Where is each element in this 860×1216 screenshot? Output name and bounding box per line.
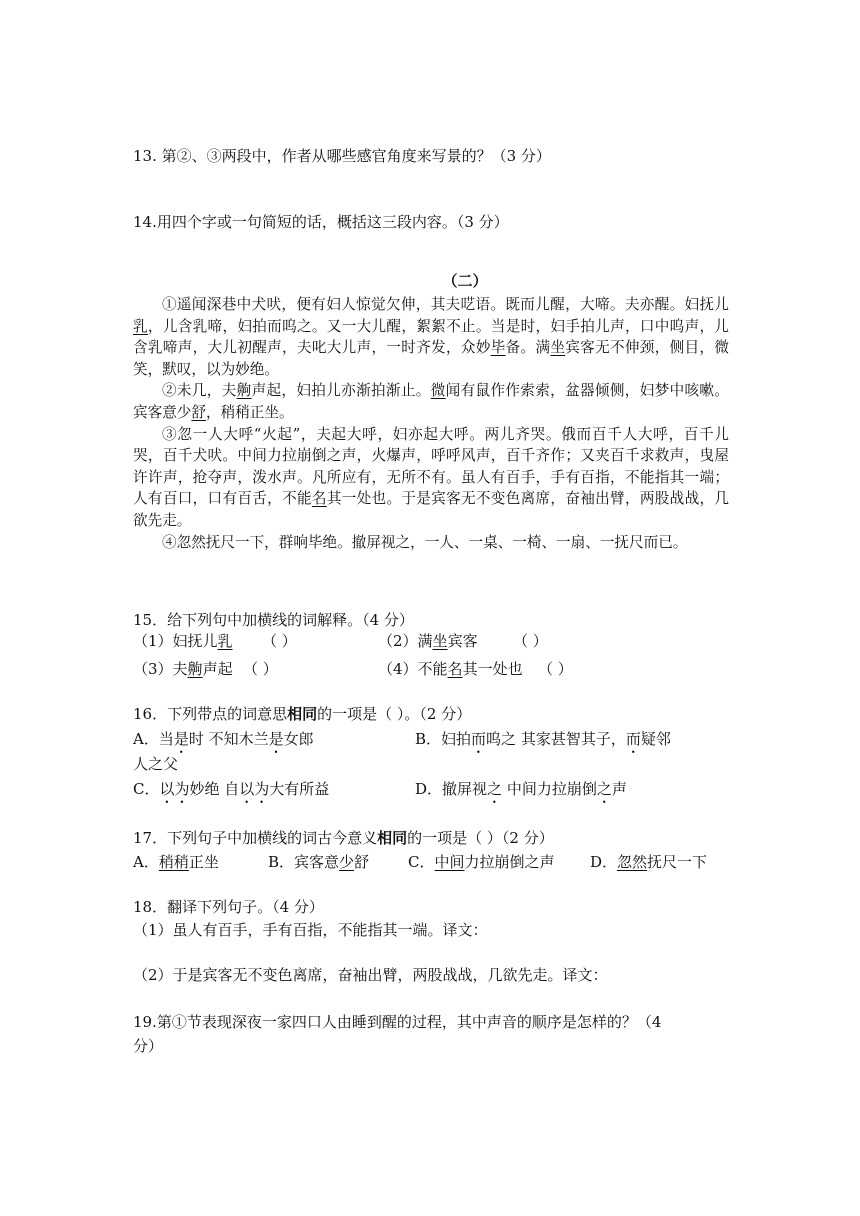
question-15-blank-1[interactable]: （ ）: [262, 632, 297, 650]
question-17-option-b[interactable]: B．宾客意少舒: [268, 853, 370, 871]
question-17-option-d[interactable]: D．忽然抚尺一下: [590, 853, 708, 871]
question-15-blank-2[interactable]: （ ）: [513, 632, 548, 650]
question-14: 14.用四个字或一句简短的话，概括这三段内容。（3 分）: [133, 213, 509, 231]
question-15-item-1: （1）妇抚儿乳: [133, 632, 233, 650]
question-17-option-a[interactable]: A．稍稍正坐: [133, 853, 219, 871]
passage-paragraph-1: ①遥闻深巷中犬吠，便有妇人惊觉欠伸，其夫呓语。既而儿醒，大啼。夫亦醒。妇抚儿乳，儿含乳啼，妇拍而呜之。又一大儿醒，絮絮不止。当是时，妇手拍儿声，口中呜声，儿含乳啼声，大儿初醒声，夫叱大儿声，一时齐发，众妙毕备。满坐宾客无不伸颈，侧目，微笑，默叹，以为妙绝。: [133, 296, 729, 378]
question-16-stem: 16．下列带点的词意思相同的一项是（ ）。（2 分）: [133, 705, 472, 723]
question-16-option-d[interactable]: D．撤屏视之 中间力拉崩倒之声: [415, 780, 627, 798]
question-19-line-2: 分）: [133, 1037, 164, 1055]
question-15-item-4: （4）不能名其一处也: [378, 660, 523, 678]
section-title: （二）: [442, 272, 488, 290]
question-19-line-1: 19.第①节表现深夜一家四口人由睡到醒的过程，其中声音的顺序是怎样的？（4: [133, 1013, 662, 1031]
passage-paragraph-2: ②未几，夫齁声起，妇拍儿亦渐拍渐止。微闻有鼠作作索索，盆器倾侧，妇梦中咳嗽。宾客意少舒，稍稍正坐。: [133, 382, 729, 421]
question-15-stem: 15．给下列句中加横线的词解释。（4 分）: [133, 611, 414, 629]
question-18-stem: 18．翻译下列句子。（4 分）: [133, 898, 324, 916]
question-17-stem: 17．下列句子中加横线的词古今意义相同的一项是（ ）（2 分）: [133, 829, 554, 847]
question-16-option-b[interactable]: B．妇拍而呜之 其家甚智其子，而疑邻: [415, 730, 671, 748]
question-16-option-b-continued: 人之父: [133, 755, 179, 773]
classical-passage: [133, 294, 729, 553]
passage-paragraph-4: ④忽然抚尺一下，群响毕绝。撤屏视之，一人、一桌、一椅、一扇、一抚尺而已。: [162, 533, 688, 551]
question-16-option-c[interactable]: C．以为妙绝 自以为大有所益: [133, 780, 330, 798]
question-16-option-a[interactable]: A．当是时 不知木兰是女郎: [133, 730, 314, 748]
question-15-blank-3[interactable]: （ ）: [243, 660, 278, 678]
question-18-sentence-1: （1）虽人有百手，手有百指，不能指其一端。译文：: [133, 921, 488, 939]
question-15-blank-4[interactable]: （ ）: [538, 660, 573, 678]
question-15-item-2: （2）满坐宾客: [378, 632, 478, 650]
question-13: 13. 第②、③两段中，作者从哪些感官角度来写景的？（3 分）: [133, 147, 551, 165]
question-17-option-c[interactable]: C．中间力拉崩倒之声: [408, 853, 555, 871]
question-15-item-3: （3）夫齁声起: [133, 660, 233, 678]
question-18-sentence-2: （2）于是宾客无不变色离席，奋袖出臂，两股战战，几欲先走。译文：: [133, 966, 608, 984]
passage-paragraph-3: ③忽一人大呼“火起”，夫起大呼，妇亦起大呼。两儿齐哭。俄而百千人大呼，百千儿哭，百千犬吠。中间力拉崩倒之声，火爆声，呼呼风声，百千齐作；又夹百千求救声，曳屋许许声，抢夺声，泼水声。凡所应有，无所不有。虽人有百手，手有百指，不能指其一端；人有百口，口有百舌，不能名其一处也。于是宾客无不变色离席，奋袖出臂，两股战战，几欲先走。: [133, 425, 729, 529]
